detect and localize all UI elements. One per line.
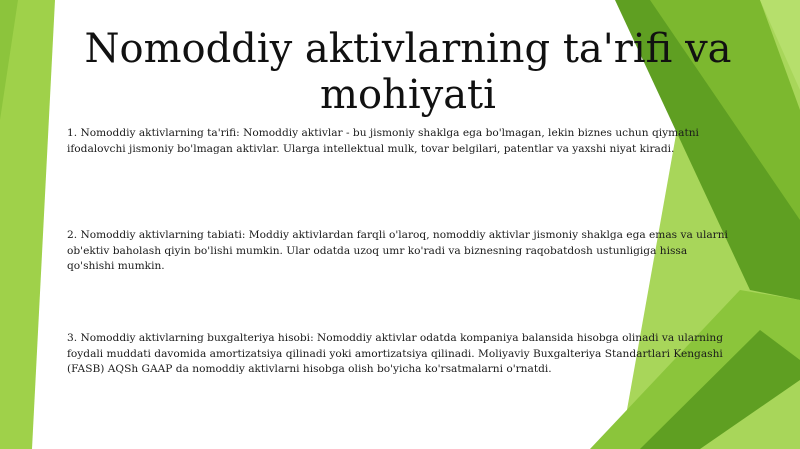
slide-title: Nomoddiy aktivlarning ta'rifi va mohiyati: [84, 26, 732, 118]
paragraph-accounting: 3. Nomoddiy aktivlarning buxgalteriya hisobi: Nomoddiy aktivlar odatda kompaniya balansida hisobga olinadi va ularning foydali muddati davomida amortizatsiya qilinadi yoki amortizatsiya qilinadi. Moliyaviy Buxgalteriya Standartlari Kengashi (FASB) AQSh GAAP da nomoddiy aktivlarni hisobga olish bo'yicha ko'rsatmalarni o'rnatdi.: [67, 332, 723, 375]
paragraph-definition: 1. Nomoddiy aktivlarning ta'rifi: Nomoddiy aktivlar - bu jismoniy shaklga ega bo'lmagan, lekin biznes uchun qiymatni ifodalovchi jismoniy bo'lmagan aktivlar. Ularga intellektual mulk, tovar belgilari, patentlar va yaxshi niyat kiradi.: [67, 127, 699, 155]
paragraph-nature: 2. Nomoddiy aktivlarning tabiati: Moddiy aktivlardan farqli o'laroq, nomoddiy aktivlar jismoniy shaklga ega emas va ularni ob'ektiv baholash qiyin bo'lishi mumkin. Ular odatda uzoq umr ko'radi va biznesning raqobatdosh ustunligiga hissa qo'shishi mumkin.: [67, 229, 728, 272]
